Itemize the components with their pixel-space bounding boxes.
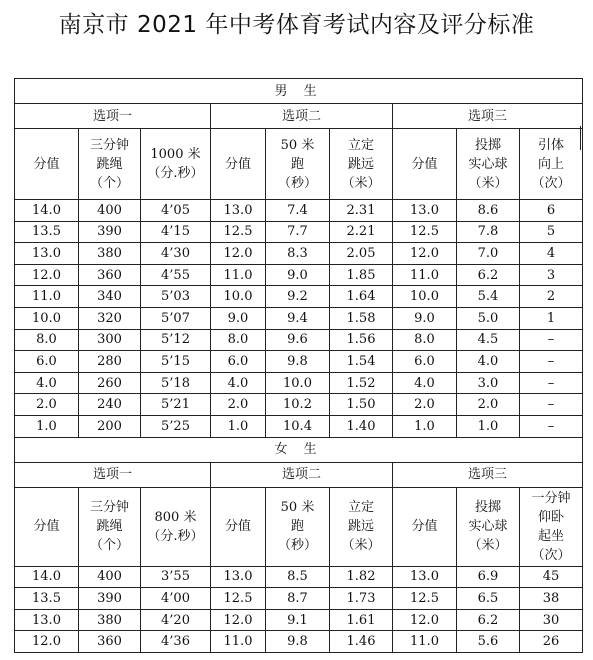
table-cell: 380 <box>79 243 141 265</box>
table-row <box>15 394 583 416</box>
male-column-header-row <box>15 129 583 200</box>
table-cell: 5’07 <box>141 307 211 329</box>
table-cell: 6.0 <box>15 351 79 373</box>
table-row <box>15 631 583 653</box>
table-cell: 1.61 <box>330 609 393 631</box>
male-column-header: 立定 跳远 （米） <box>330 129 393 200</box>
table-cell: 13.5 <box>15 588 79 610</box>
table-cell: 6.0 <box>211 351 266 373</box>
table-cell: 3’55 <box>141 566 211 588</box>
table-cell: 260 <box>79 372 141 394</box>
male-section-label: 男 生 <box>15 79 583 104</box>
table-cell: 8.3 <box>266 243 330 265</box>
female-column-header: 分值 <box>15 487 79 566</box>
male-group-row <box>15 104 583 129</box>
table-cell: 1.50 <box>330 394 393 416</box>
page-title: 南京市 2021 年中考体育考试内容及评分标准 <box>58 12 535 38</box>
table-cell: – <box>520 351 583 373</box>
table-cell: 13.0 <box>15 243 79 265</box>
male-section-row <box>15 79 583 104</box>
table-cell: 9.0 <box>266 264 330 286</box>
table-cell: 8.0 <box>393 329 457 351</box>
table-row <box>15 588 583 610</box>
table-cell: – <box>520 329 583 351</box>
table-row <box>15 243 583 265</box>
male-column-header: 1000 米 （分.秒） <box>141 129 211 200</box>
male-group-header: 选项二 <box>211 104 393 129</box>
table-cell: 11.0 <box>393 631 457 653</box>
table-cell: 6.2 <box>457 609 520 631</box>
table-cell: 1.0 <box>211 415 266 437</box>
table-cell: 4’20 <box>141 609 211 631</box>
male-group-header: 选项三 <box>393 104 583 129</box>
table-cell: 3.0 <box>457 372 520 394</box>
table-cell: 14.0 <box>15 200 79 222</box>
male-column-header: 引体 向上 （次） <box>520 129 583 200</box>
table-row <box>15 286 583 308</box>
table-cell: 12.0 <box>393 609 457 631</box>
table-cell: 6 <box>520 200 583 222</box>
table-cell: 10.0 <box>15 307 79 329</box>
female-column-header: 立定 跳远 （米） <box>330 487 393 566</box>
female-section-label: 女 生 <box>15 437 583 462</box>
table-cell: 7.4 <box>266 200 330 222</box>
table-cell: 200 <box>79 415 141 437</box>
table-cell: – <box>520 394 583 416</box>
table-cell: 5.4 <box>457 286 520 308</box>
table-cell: 9.0 <box>393 307 457 329</box>
table-cell: 8.6 <box>457 200 520 222</box>
table-cell: 4’36 <box>141 631 211 653</box>
table-cell: 12.0 <box>393 243 457 265</box>
table-cell: 1 <box>520 307 583 329</box>
table-cell: 4’30 <box>141 243 211 265</box>
male-column-header: 50 米 跑 （秒） <box>266 129 330 200</box>
table-cell: 4’00 <box>141 588 211 610</box>
scoring-table <box>14 78 583 653</box>
table-cell: 1.85 <box>330 264 393 286</box>
table-cell: 12.0 <box>211 609 266 631</box>
table-cell: – <box>520 372 583 394</box>
table-row <box>15 609 583 631</box>
table-cell: 14.0 <box>15 566 79 588</box>
table-cell: 1.46 <box>330 631 393 653</box>
female-group-row <box>15 462 583 487</box>
female-column-header-row <box>15 487 583 566</box>
female-section-row <box>15 437 583 462</box>
table-cell: 390 <box>79 221 141 243</box>
table-row <box>15 221 583 243</box>
table-cell: 12.5 <box>393 588 457 610</box>
table-cell: 340 <box>79 286 141 308</box>
table-row <box>15 351 583 373</box>
table-cell: 2 <box>520 286 583 308</box>
female-column-header: 三分钟 跳绳 （个） <box>79 487 141 566</box>
table-cell: 1.82 <box>330 566 393 588</box>
table-cell: 8.5 <box>266 566 330 588</box>
table-cell: 2.05 <box>330 243 393 265</box>
table-cell: 360 <box>79 264 141 286</box>
table-cell: 9.8 <box>266 631 330 653</box>
table-cell: 4.0 <box>211 372 266 394</box>
male-column-header: 分值 <box>393 129 457 200</box>
table-cell: 2.0 <box>211 394 266 416</box>
table-cell: 380 <box>79 609 141 631</box>
table-cell: 10.4 <box>266 415 330 437</box>
table-cell: 10.0 <box>266 372 330 394</box>
male-column-header: 分值 <box>15 129 79 200</box>
table-cell: 300 <box>79 329 141 351</box>
table-row <box>15 415 583 437</box>
table-cell: 9.6 <box>266 329 330 351</box>
table-cell: 400 <box>79 200 141 222</box>
table-cell: 11.0 <box>15 286 79 308</box>
table-cell: 6.2 <box>457 264 520 286</box>
table-cell: 1.0 <box>15 415 79 437</box>
table-cell: 1.54 <box>330 351 393 373</box>
table-cell: 5 <box>520 221 583 243</box>
table-cell: 320 <box>79 307 141 329</box>
table-cell: 7.0 <box>457 243 520 265</box>
table-row <box>15 264 583 286</box>
table-cell: 13.0 <box>15 609 79 631</box>
male-column-header: 三分钟 跳绳 （个） <box>79 129 141 200</box>
table-cell: 11.0 <box>211 631 266 653</box>
table-cell: 10.2 <box>266 394 330 416</box>
table-row <box>15 329 583 351</box>
table-cell: 5’21 <box>141 394 211 416</box>
table-row <box>15 307 583 329</box>
table-cell: 12.0 <box>211 243 266 265</box>
table-cell: 38 <box>520 588 583 610</box>
table-cell: 12.0 <box>15 264 79 286</box>
male-column-header: 投掷 实心球 （米） <box>457 129 520 200</box>
table-cell: 1.56 <box>330 329 393 351</box>
table-cell: – <box>520 415 583 437</box>
female-group-header: 选项三 <box>393 462 583 487</box>
female-column-header: 50 米 跑 （秒） <box>266 487 330 566</box>
table-cell: 11.0 <box>211 264 266 286</box>
table-cell: 4.0 <box>393 372 457 394</box>
table-cell: 4’15 <box>141 221 211 243</box>
table-cell: 1.0 <box>393 415 457 437</box>
table-cell: 1.0 <box>457 415 520 437</box>
table-row <box>15 200 583 222</box>
female-column-header: 分值 <box>393 487 457 566</box>
table-cell: 400 <box>79 566 141 588</box>
table-cell: 1.58 <box>330 307 393 329</box>
table-cell: 7.8 <box>457 221 520 243</box>
table-cell: 9.4 <box>266 307 330 329</box>
table-cell: 12.5 <box>393 221 457 243</box>
table-cell: 390 <box>79 588 141 610</box>
table-cell: 5.6 <box>457 631 520 653</box>
table-cell: 5.0 <box>457 307 520 329</box>
table-cell: 26 <box>520 631 583 653</box>
female-column-header: 分值 <box>211 487 266 566</box>
table-cell: 11.0 <box>393 264 457 286</box>
female-group-header: 选项二 <box>211 462 393 487</box>
table-cell: 1.64 <box>330 286 393 308</box>
table-cell: 10.0 <box>211 286 266 308</box>
table-cell: 6.5 <box>457 588 520 610</box>
table-row <box>15 566 583 588</box>
table-cell: 5’18 <box>141 372 211 394</box>
table-cell: 8.0 <box>211 329 266 351</box>
table-cell: 12.5 <box>211 221 266 243</box>
table-cell: 4.5 <box>457 329 520 351</box>
table-cell: 5’25 <box>141 415 211 437</box>
table-cell: 2.31 <box>330 200 393 222</box>
female-column-header: 800 米 （分.秒） <box>141 487 211 566</box>
table-cell: 4 <box>520 243 583 265</box>
table-cell: 5’15 <box>141 351 211 373</box>
table-cell: 9.0 <box>211 307 266 329</box>
table-cell: 6.0 <box>393 351 457 373</box>
table-cell: 1.73 <box>330 588 393 610</box>
table-cell: 2.0 <box>393 394 457 416</box>
table-cell: 8.0 <box>15 329 79 351</box>
table-cell: 13.0 <box>211 200 266 222</box>
table-cell: 4.0 <box>15 372 79 394</box>
table-cell: 360 <box>79 631 141 653</box>
male-group-header: 选项一 <box>15 104 211 129</box>
table-cell: 5’03 <box>141 286 211 308</box>
table-cell: 13.0 <box>211 566 266 588</box>
table-cell: 13.0 <box>393 566 457 588</box>
table-cell: 1.52 <box>330 372 393 394</box>
table-cell: 1.40 <box>330 415 393 437</box>
table-cell: 45 <box>520 566 583 588</box>
table-cell: 4’05 <box>141 200 211 222</box>
female-column-header: 一分钟 仰卧 起坐 （次） <box>520 487 583 566</box>
table-cell: 8.7 <box>266 588 330 610</box>
table-cell: 12.0 <box>15 631 79 653</box>
male-column-header: 分值 <box>211 129 266 200</box>
table-cell: 9.2 <box>266 286 330 308</box>
table-cell: 12.5 <box>211 588 266 610</box>
table-cell: 6.9 <box>457 566 520 588</box>
table-cell: 2.21 <box>330 221 393 243</box>
table-cell: 13.5 <box>15 221 79 243</box>
table-row <box>15 372 583 394</box>
table-cell: 4’55 <box>141 264 211 286</box>
table-cell: 9.1 <box>266 609 330 631</box>
table-cell: 10.0 <box>393 286 457 308</box>
table-cell: 240 <box>79 394 141 416</box>
table-cell: 2.0 <box>457 394 520 416</box>
table-cell: 5’12 <box>141 329 211 351</box>
female-column-header: 投掷 实心球 （米） <box>457 487 520 566</box>
table-cell: 3 <box>520 264 583 286</box>
table-cell: 2.0 <box>15 394 79 416</box>
table-cell: 13.0 <box>393 200 457 222</box>
table-cell: 30 <box>520 609 583 631</box>
table-cell: 7.7 <box>266 221 330 243</box>
table-cell: 9.8 <box>266 351 330 373</box>
table-cell: 280 <box>79 351 141 373</box>
table-cell: 4.0 <box>457 351 520 373</box>
female-group-header: 选项一 <box>15 462 211 487</box>
